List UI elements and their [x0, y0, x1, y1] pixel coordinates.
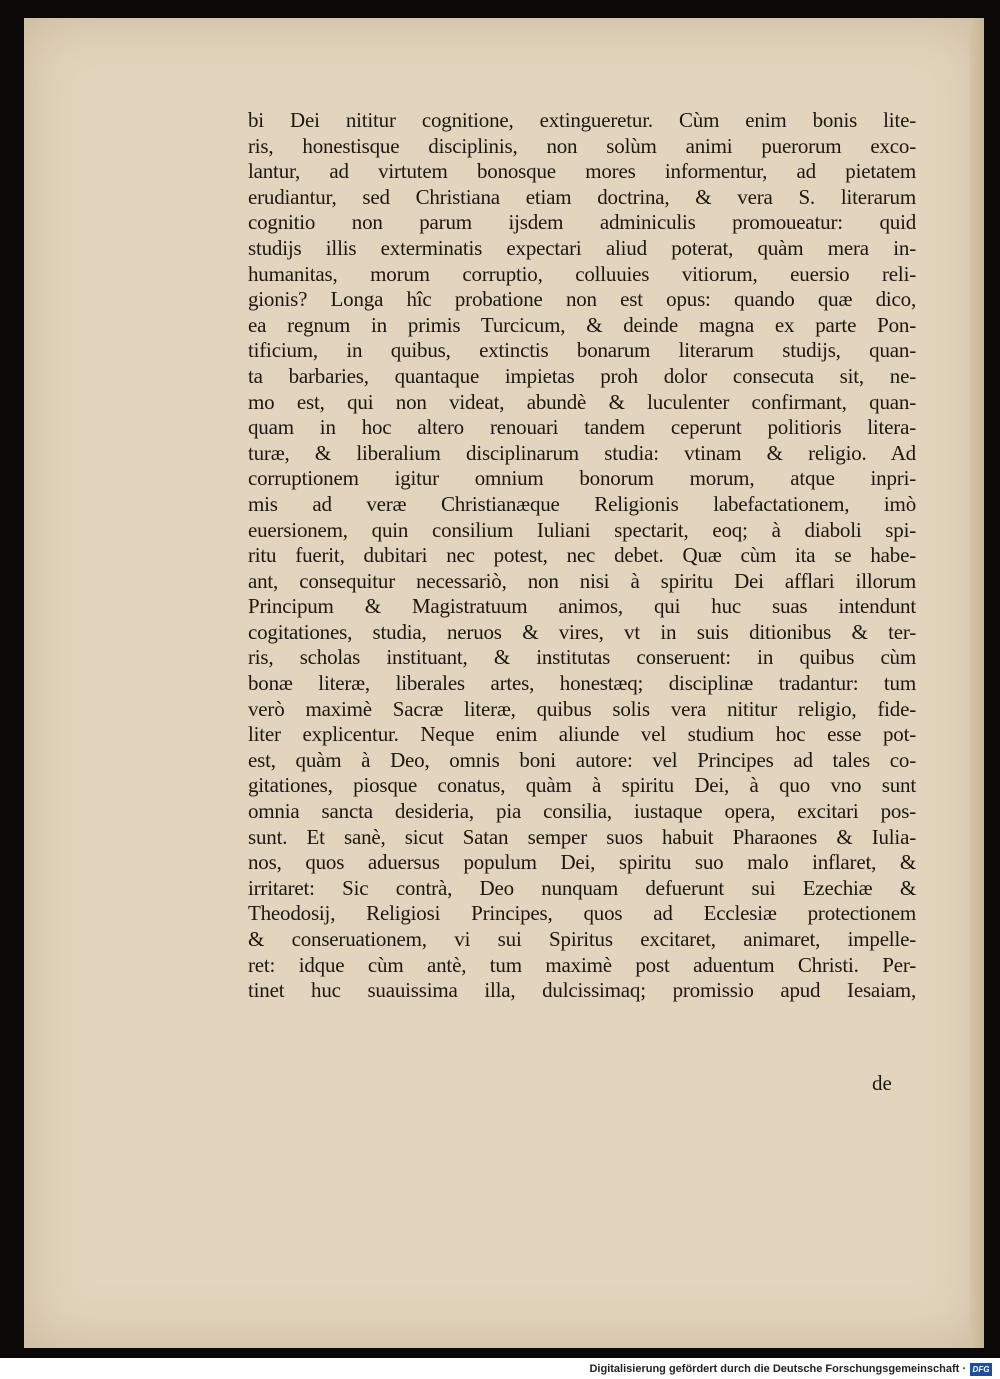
text-line: ris, honestisque disciplinis, non solùm animi puerorum exco- — [248, 133, 916, 158]
text-line: bi Dei nititur cognitione, extingueretur. Cùm enim bonis lite- — [248, 108, 916, 132]
text-line: est, quàm à Deo, omnis boni autore: vel Principes ad tales co- — [248, 747, 916, 772]
text-line: bonæ literæ, liberales artes, honestæq; disciplinæ tradantur: tum — [248, 671, 916, 696]
dfg-logo-icon: DFG — [970, 1363, 992, 1376]
text-line: turæ, & liberalium disciplinarum studia: vtinam & religio. Ad — [248, 440, 916, 465]
body-text — [248, 108, 916, 1004]
text-line: ant, consequitur necessariò, non nisi à spiritu Dei afflari illorum — [248, 568, 916, 593]
text-line: corruptionem igitur omnium bonorum morum, atque inpri- — [248, 466, 916, 491]
text-line: quam in hoc altero renouari tandem ceperunt politioris litera- — [248, 415, 916, 440]
text-line: mo est, qui non videat, abundè & luculenter confirmant, quan- — [248, 389, 916, 414]
page-edge — [970, 18, 984, 1348]
text-line: Principum & Magistratuum animos, qui huc suas intendunt — [248, 594, 916, 619]
text-line: lantur, ad virtutem bonosque mores informentur, ad pietatem — [248, 159, 916, 184]
catchword: de — [872, 1071, 892, 1095]
text-line: verò maximè Sacræ literæ, quibus solis vera nititur religio, fide- — [248, 696, 916, 721]
text-line: ritu fuerit, dubitari nec potest, nec debet. Quæ cùm ita se habe- — [248, 543, 916, 568]
text-line: humanitas, morum corruptio, colluuies vitiorum, euersio reli- — [248, 261, 916, 286]
digitization-footer — [589, 1361, 992, 1377]
text-line: ta barbaries, quantaque impietas proh dolor consecuta sit, ne- — [248, 363, 916, 388]
text-line: irritaret: Sic contrà, Deo nunquam defuerunt sui Ezechiæ & — [248, 875, 916, 900]
text-line: omnia sancta desideria, pia consilia, iustaque opera, excitari pos- — [248, 799, 916, 824]
funding-credit: Digitalisierung gefördert durch die Deutsche Forschungsgemeinschaft · — [589, 1363, 966, 1375]
text-line: liter explicentur. Neque enim aliunde vel studium hoc esse pot- — [248, 722, 916, 747]
text-line: Theodosij, Religiosi Principes, quos ad Ecclesiæ protectionem — [248, 901, 916, 926]
text-line: mis ad veræ Christianæque Religionis labefactationem, imò — [248, 491, 916, 516]
text-line: ea regnum in primis Turcicum, & deinde magna ex parte Pon- — [248, 312, 916, 337]
text-line: tificium, in quibus, extinctis bonarum literarum studijs, quan- — [248, 338, 916, 363]
text-line: ret: idque cùm antè, tum maximè post aduentum Christi. Per- — [248, 952, 916, 977]
text-line: cogitationes, studia, neruos & vires, vt in suis ditionibus & ter- — [248, 619, 916, 644]
text-line: tinet huc suauissima illa, dulcissimaq; promissio apud Iesaiam, — [248, 978, 916, 1003]
text-line: ris, scholas instituant, & institutas conseruent: in quibus cùm — [248, 645, 916, 670]
text-line: sunt. Et sanè, sicut Satan semper suos habuit Pharaones & Iulia- — [248, 824, 916, 849]
text-line: studijs illis exterminatis expectari aliud poterat, quàm mera in- — [248, 235, 916, 260]
text-line: cognitio non parum ijsdem adminiculis promoueatur: quid — [248, 210, 916, 235]
text-line: euersionem, quin consilium Iuliani spectarit, eoq; à diaboli spi- — [248, 517, 916, 542]
text-line: & conseruationem, vi sui Spiritus excitaret, animaret, impelle- — [248, 927, 916, 951]
text-line: gitationes, piosque conatus, quàm à spiritu Dei, à quo vno sunt — [248, 773, 916, 798]
text-line: gionis? Longa hîc probatione non est opus: quando quæ dico, — [248, 287, 916, 312]
text-line: nos, quos aduersus populum Dei, spiritu suo malo inflaret, & — [248, 850, 916, 875]
text-line: erudiantur, sed Christiana etiam doctrina, & vera S. literarum — [248, 184, 916, 209]
